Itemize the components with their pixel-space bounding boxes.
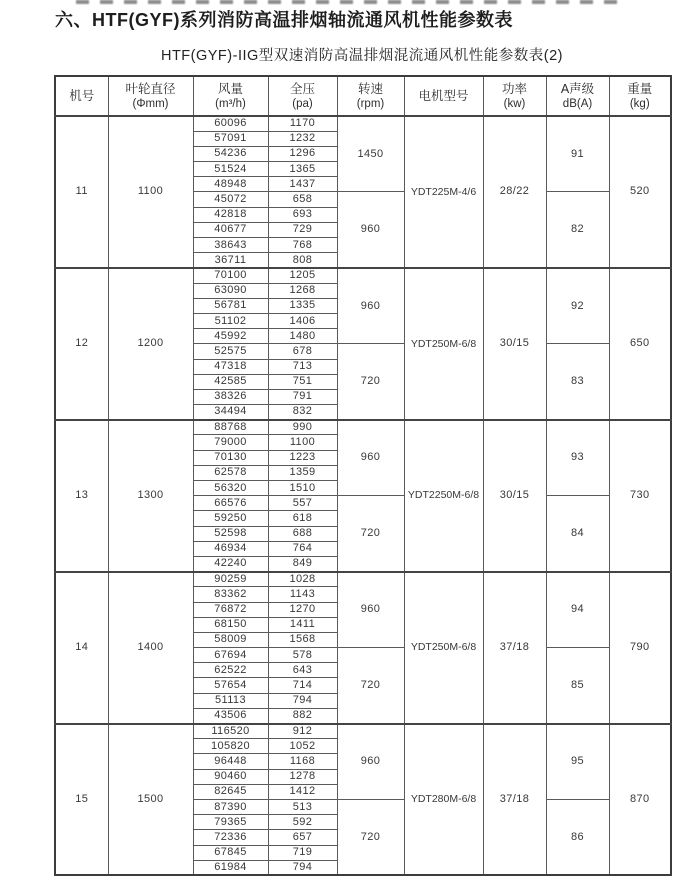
noise-high-cell: 92 [546, 268, 609, 344]
pressure-cell: 1296 [268, 146, 337, 161]
pressure-cell: 657 [268, 830, 337, 845]
header-row [55, 76, 671, 116]
table-header [55, 76, 671, 116]
pressure-cell: 1568 [268, 632, 337, 647]
airflow-cell: 58009 [193, 632, 268, 647]
pressure-cell: 1205 [268, 268, 337, 283]
airflow-cell: 88768 [193, 420, 268, 435]
pressure-cell: 643 [268, 663, 337, 678]
power-cell: 28/22 [483, 116, 546, 268]
speed-high-cell: 960 [337, 572, 404, 648]
noise-low-cell: 85 [546, 648, 609, 724]
weight-cell: 790 [609, 572, 671, 724]
header-unit: (kw) [503, 97, 526, 110]
noise-low-cell: 84 [546, 496, 609, 572]
speed-high-cell: 960 [337, 268, 404, 344]
model-no-cell: 14 [55, 572, 108, 724]
airflow-cell: 79000 [193, 435, 268, 450]
airflow-cell: 56320 [193, 481, 268, 496]
airflow-cell: 40677 [193, 222, 268, 237]
speed-low-cell: 720 [337, 648, 404, 724]
pressure-cell: 764 [268, 541, 337, 556]
pressure-cell: 1480 [268, 329, 337, 344]
noise-low-cell: 82 [546, 192, 609, 268]
header-label: 风量 [217, 81, 243, 96]
airflow-cell: 51102 [193, 313, 268, 328]
header-label: A声级 [560, 81, 595, 96]
pressure-cell: 1359 [268, 465, 337, 480]
airflow-cell: 60096 [193, 116, 268, 131]
motor-model-cell: YDT280M-6/8 [404, 724, 483, 876]
pressure-cell: 678 [268, 344, 337, 359]
col-header-impeller-diameter [108, 76, 193, 116]
header-label: 机号 [69, 88, 95, 103]
speed-low-cell: 720 [337, 496, 404, 572]
airflow-cell: 83362 [193, 587, 268, 602]
table-body [55, 116, 671, 875]
airflow-cell: 67694 [193, 648, 268, 663]
airflow-cell: 57091 [193, 131, 268, 146]
pressure-cell: 1365 [268, 162, 337, 177]
speed-high-cell: 1450 [337, 116, 404, 192]
airflow-cell: 51113 [193, 693, 268, 708]
speed-low-cell: 720 [337, 344, 404, 420]
pressure-cell: 714 [268, 678, 337, 693]
power-cell: 30/15 [483, 268, 546, 420]
airflow-cell: 54236 [193, 146, 268, 161]
scan-artifact [76, 0, 624, 4]
pressure-cell: 688 [268, 526, 337, 541]
motor-model-cell: YDT250M-6/8 [404, 572, 483, 724]
header-unit: dB(A) [562, 97, 593, 110]
airflow-cell: 57654 [193, 678, 268, 693]
fan-performance-table [54, 75, 672, 876]
header-unit: (pa) [292, 97, 313, 110]
airflow-cell: 62578 [193, 465, 268, 480]
airflow-cell: 42240 [193, 556, 268, 571]
weight-cell: 870 [609, 724, 671, 876]
pressure-cell: 832 [268, 405, 337, 420]
airflow-cell: 59250 [193, 511, 268, 526]
airflow-cell: 72336 [193, 830, 268, 845]
pressure-cell: 882 [268, 708, 337, 723]
airflow-cell: 67845 [193, 845, 268, 860]
col-header-model-no [55, 76, 108, 116]
table-subtitle: HTF(GYF)-IIG型双速消防高温排烟混流通风机性能参数表(2) [160, 48, 564, 64]
noise-low-cell: 83 [546, 344, 609, 420]
airflow-cell: 70100 [193, 268, 268, 283]
airflow-cell: 116520 [193, 724, 268, 739]
noise-high-cell: 91 [546, 116, 609, 192]
pressure-cell: 990 [268, 420, 337, 435]
pressure-cell: 794 [268, 860, 337, 875]
airflow-cell: 51524 [193, 162, 268, 177]
impeller-diameter-cell: 1300 [108, 420, 193, 572]
airflow-cell: 96448 [193, 754, 268, 769]
header-unit: (m³/h) [215, 97, 246, 110]
header-label: 功率 [501, 81, 527, 96]
airflow-cell: 76872 [193, 602, 268, 617]
header-unit: (kg) [629, 97, 650, 110]
impeller-diameter-cell: 1100 [108, 116, 193, 268]
pressure-cell: 1411 [268, 617, 337, 632]
pressure-cell: 1406 [268, 313, 337, 328]
pressure-cell: 618 [268, 511, 337, 526]
airflow-cell: 46934 [193, 541, 268, 556]
airflow-cell: 38643 [193, 238, 268, 253]
model-no-cell: 13 [55, 420, 108, 572]
pressure-cell: 592 [268, 815, 337, 830]
header-unit: (rpm) [356, 97, 385, 110]
motor-model-cell: YDT225M-4/6 [404, 116, 483, 268]
airflow-cell: 45072 [193, 192, 268, 207]
pressure-cell: 513 [268, 799, 337, 814]
header-label: 叶轮直径 [125, 81, 176, 96]
pressure-cell: 751 [268, 374, 337, 389]
pressure-cell: 1052 [268, 739, 337, 754]
pressure-cell: 1278 [268, 769, 337, 784]
pressure-cell: 912 [268, 724, 337, 739]
airflow-cell: 105820 [193, 739, 268, 754]
airflow-cell: 43506 [193, 708, 268, 723]
pressure-cell: 1270 [268, 602, 337, 617]
airflow-cell: 70130 [193, 450, 268, 465]
weight-cell: 730 [609, 420, 671, 572]
motor-model-cell: YDT250M-6/8 [404, 268, 483, 420]
table-row [55, 724, 671, 739]
airflow-cell: 36711 [193, 253, 268, 268]
page-title: 六、HTF(GYF)系列消防高温排烟轴流通风机性能参数表 [55, 10, 513, 30]
pressure-cell: 791 [268, 389, 337, 404]
pressure-cell: 1143 [268, 587, 337, 602]
table-row [55, 116, 671, 131]
impeller-diameter-cell: 1200 [108, 268, 193, 420]
airflow-cell: 34494 [193, 405, 268, 420]
col-header-motor-model [404, 76, 483, 116]
power-cell: 37/18 [483, 572, 546, 724]
power-cell: 30/15 [483, 420, 546, 572]
col-header-pressure [268, 76, 337, 116]
pressure-cell: 808 [268, 253, 337, 268]
header-unit: (Φmm) [132, 97, 169, 110]
airflow-cell: 82645 [193, 784, 268, 799]
pressure-cell: 794 [268, 693, 337, 708]
pressure-cell: 1232 [268, 131, 337, 146]
airflow-cell: 90259 [193, 572, 268, 587]
noise-low-cell: 86 [546, 799, 609, 875]
col-header-weight [609, 76, 671, 116]
airflow-cell: 61984 [193, 860, 268, 875]
table-row [55, 268, 671, 283]
speed-high-cell: 960 [337, 420, 404, 496]
airflow-cell: 52598 [193, 526, 268, 541]
header-label: 全压 [289, 81, 315, 96]
airflow-cell: 87390 [193, 799, 268, 814]
noise-high-cell: 94 [546, 572, 609, 648]
pressure-cell: 1437 [268, 177, 337, 192]
header-label: 转速 [357, 81, 383, 96]
airflow-cell: 42585 [193, 374, 268, 389]
power-cell: 37/18 [483, 724, 546, 876]
col-header-power [483, 76, 546, 116]
col-header-speed [337, 76, 404, 116]
airflow-cell: 90460 [193, 769, 268, 784]
weight-cell: 650 [609, 268, 671, 420]
airflow-cell: 56781 [193, 298, 268, 313]
airflow-cell: 38326 [193, 389, 268, 404]
speed-low-cell: 960 [337, 192, 404, 268]
model-no-cell: 11 [55, 116, 108, 268]
pressure-cell: 1335 [268, 298, 337, 313]
weight-cell: 520 [609, 116, 671, 268]
pressure-cell: 1028 [268, 572, 337, 587]
airflow-cell: 42818 [193, 207, 268, 222]
pressure-cell: 557 [268, 496, 337, 511]
model-no-cell: 12 [55, 268, 108, 420]
col-header-airflow [193, 76, 268, 116]
pressure-cell: 729 [268, 222, 337, 237]
pressure-cell: 693 [268, 207, 337, 222]
pressure-cell: 1100 [268, 435, 337, 450]
table-row [55, 572, 671, 587]
airflow-cell: 45992 [193, 329, 268, 344]
pressure-cell: 713 [268, 359, 337, 374]
pressure-cell: 1510 [268, 481, 337, 496]
pressure-cell: 1412 [268, 784, 337, 799]
airflow-cell: 62522 [193, 663, 268, 678]
noise-high-cell: 95 [546, 724, 609, 800]
pressure-cell: 658 [268, 192, 337, 207]
noise-high-cell: 93 [546, 420, 609, 496]
airflow-cell: 68150 [193, 617, 268, 632]
pressure-cell: 768 [268, 238, 337, 253]
pressure-cell: 1168 [268, 754, 337, 769]
pressure-cell: 1223 [268, 450, 337, 465]
table-row [55, 420, 671, 435]
col-header-noise-level [546, 76, 609, 116]
pressure-cell: 578 [268, 648, 337, 663]
airflow-cell: 63090 [193, 283, 268, 298]
airflow-cell: 52575 [193, 344, 268, 359]
impeller-diameter-cell: 1500 [108, 724, 193, 876]
speed-high-cell: 960 [337, 724, 404, 800]
airflow-cell: 47318 [193, 359, 268, 374]
header-label: 重量 [627, 81, 653, 96]
speed-low-cell: 720 [337, 799, 404, 875]
header-label: 电机型号 [418, 88, 469, 103]
airflow-cell: 79365 [193, 815, 268, 830]
pressure-cell: 1268 [268, 283, 337, 298]
model-no-cell: 15 [55, 724, 108, 876]
airflow-cell: 48948 [193, 177, 268, 192]
airflow-cell: 66576 [193, 496, 268, 511]
pressure-cell: 849 [268, 556, 337, 571]
pressure-cell: 719 [268, 845, 337, 860]
motor-model-cell: YDT2250M-6/8 [404, 420, 483, 572]
pressure-cell: 1170 [268, 116, 337, 131]
impeller-diameter-cell: 1400 [108, 572, 193, 724]
